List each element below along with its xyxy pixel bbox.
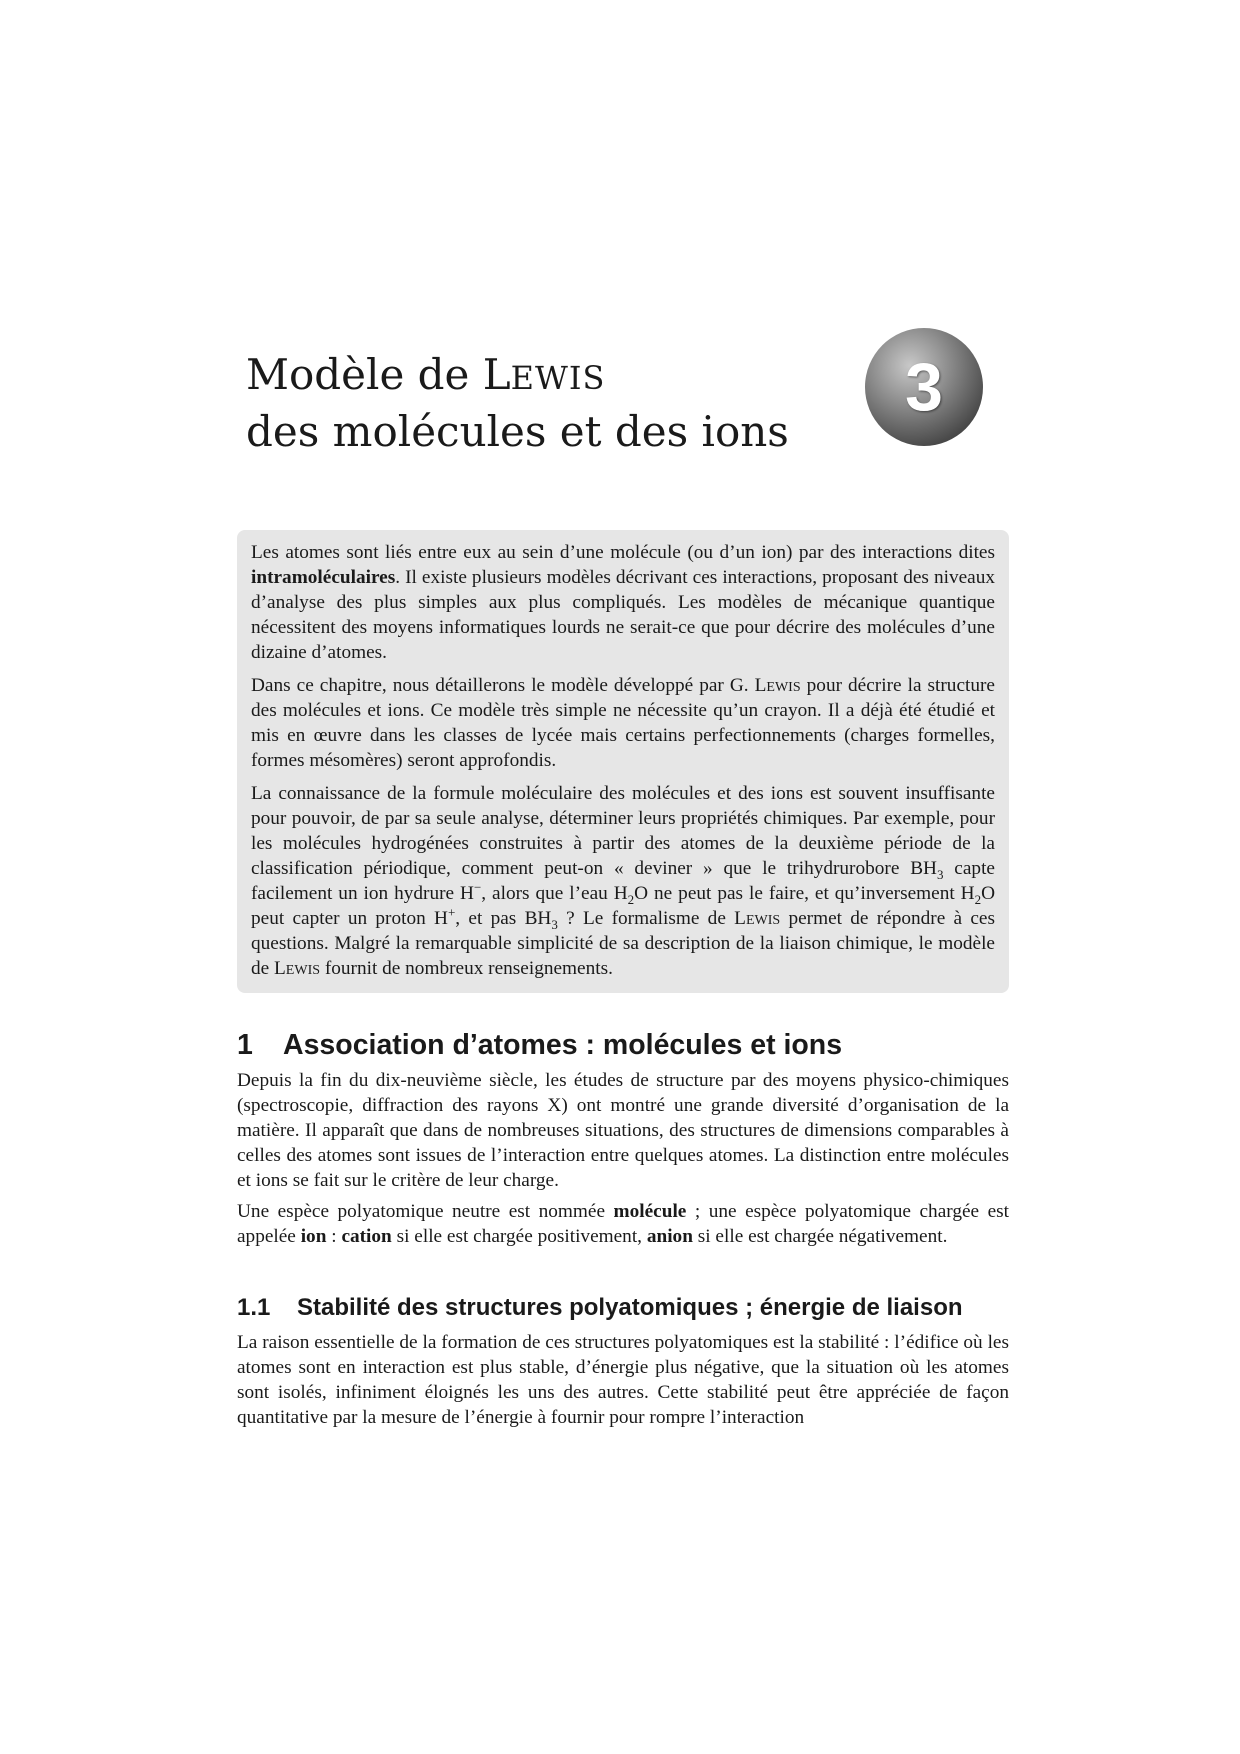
chapter-title-lewis-rest: EWIS xyxy=(510,359,606,397)
chapter-title-lewis-initial: L xyxy=(482,350,511,399)
intro-box xyxy=(237,530,1009,993)
term-intramoleculaires: intramoléculaires xyxy=(251,567,396,588)
section-1-1-title: Stabilité des structures polyatomiques ; énergie de liaison xyxy=(297,1294,963,1321)
section-1-1-body xyxy=(237,1330,1009,1436)
section-1-heading xyxy=(237,1026,1009,1064)
chapter-number: 3 xyxy=(905,349,943,425)
lewis-name: Lewis xyxy=(734,908,781,929)
section-1-title: Association d’atomes : molécules et ions xyxy=(283,1029,843,1061)
intro-paragraph-2: Dans ce chapitre, nous détaillerons le modèle développé par G. Lewis pour décrire la structure des molécules et ions. Ce modèle très simple ne nécessite qu’un crayon. Il a déjà été étudié et mis en œuvre dans les classes de lycée mais certains perfectionnements (charges formelles, formes mésomères) seront approfondis. xyxy=(251,675,995,771)
section-1-1-paragraph-1: La raison essentielle de la formation de ces structures polyatomiques est la stabilité : l’édifice où les atomes sont en interaction est plus stable, d’énergie plus négative, que la situation où les atomes sont isolés, infiniment éloignés les uns des autres. Cette stabilité peut être appréciée de façon quantitative par la mesure de l’énergie à fournir pour rompre l’interaction xyxy=(237,1332,1009,1428)
lewis-name: Lewis xyxy=(754,675,801,696)
section-1-number: 1 xyxy=(237,1029,253,1061)
intro-paragraph-1: Les atomes sont liés entre eux au sein d’une molécule (ou d’un ion) par des interactions dites intramoléculaires. Il existe plusieurs modèles décrivant ces interactions, proposant des niveaux d’analyse des plus simples aux plus compliqués. Les modèles de mécanique quantique nécessitent des moyens informatiques lourds ne serait-ce que pour décrire des molécules d’une dizaine d’atomes. xyxy=(251,542,995,663)
section-1-paragraph-1: Depuis la fin du dix-neuvième siècle, les études de structure par des moyens physico-chimiques (spectroscopie, diffraction des rayons X) ont montré une grande diversité d’organisation de la matière. Il apparaît que dans de nombreuses situations, des structures de dimensions comparables à celles des atomes sont issues de l’interaction entre quelques atomes. La distinction entre molécules et ions se fait sur le critère de leur charge. xyxy=(237,1070,1009,1191)
chapter-title-line2: des molécules et des ions xyxy=(246,407,789,456)
intro-paragraph-3: La connaissance de la formule moléculaire des molécules et des ions est souvent insuffisante pour pouvoir, de par sa seule analyse, déterminer leurs propriétés chimiques. Par exemple, pour les molécules hydrogénées construites à partir des atomes de la deuxième période de la classification périodique, comment peut-on « deviner » que le trihydruroborе $BH_3$ capte facilement un ion hydrure H−, alors que l’eau $H_2O$ ne peut pas le faire, et qu’inversement $H_2O$ peut capter un proton H+, et pas $BH_3$ ? Le formalisme de Lewis permet de répondre à ces questions. Malgré la remarquable simplicité de sa description de la liaison chimique, le modèle de Lewis fournit de nombreux renseignements. xyxy=(251,783,995,979)
chapter-title xyxy=(246,348,866,459)
section-1-1-number: 1.1 xyxy=(237,1294,271,1321)
section-1-body xyxy=(237,1068,1009,1255)
chapter-title-prefix: Modèle de xyxy=(246,350,483,399)
section-1-paragraph-2: Une espèce polyatomique neutre est nommée molécule ; une espèce polyatomique chargée est appelée ion : cation si elle est chargée positivement, anion si elle est chargée négativement. xyxy=(237,1201,1010,1247)
section-1-1-heading xyxy=(237,1292,1009,1324)
chapter-number-badge xyxy=(865,328,983,446)
lewis-name: Lewis xyxy=(274,958,321,979)
